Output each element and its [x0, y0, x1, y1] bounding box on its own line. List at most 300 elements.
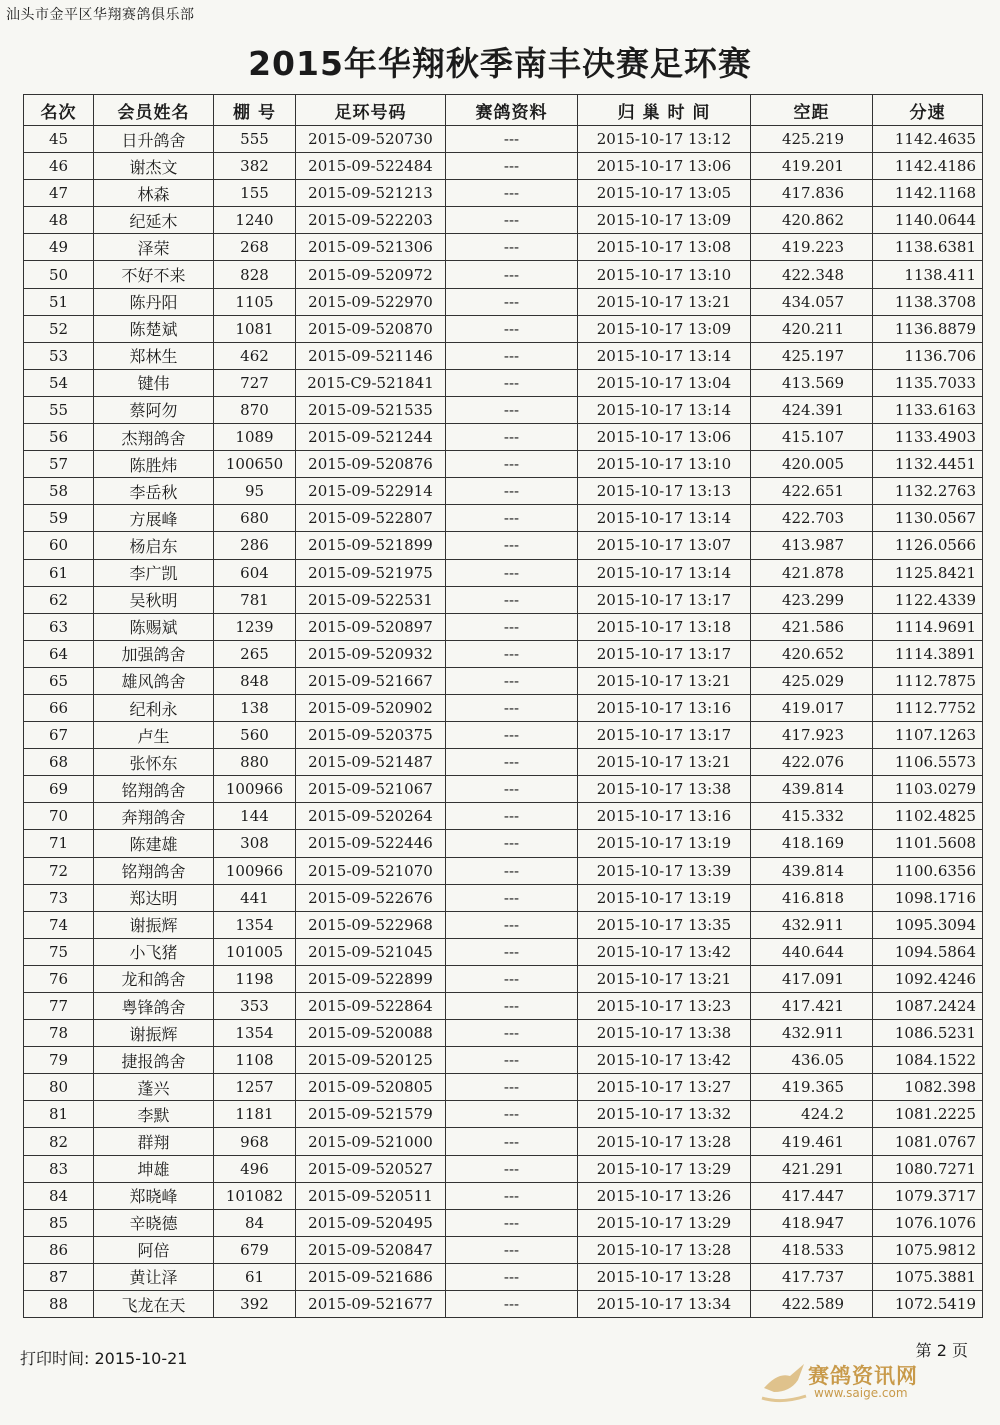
pigeon-info-cell: --- [446, 1128, 578, 1155]
rank-cell: 58 [24, 478, 94, 505]
rank-cell: 72 [24, 857, 94, 884]
arrival-time-cell: 2015-10-17 13:39 [578, 857, 751, 884]
table-row [24, 586, 983, 613]
loft-number-cell: 265 [214, 640, 296, 667]
pigeon-info-cell: --- [446, 993, 578, 1020]
arrival-time-cell: 2015-10-17 13:28 [578, 1263, 751, 1290]
table-row [24, 1209, 983, 1236]
distance-cell: 422.076 [751, 749, 873, 776]
ring-number-cell: 2015-09-520932 [296, 640, 446, 667]
ring-number-cell: 2015-09-521306 [296, 234, 446, 261]
distance-cell: 415.107 [751, 424, 873, 451]
ring-number-cell: 2015-09-521975 [296, 559, 446, 586]
table-row [24, 613, 983, 640]
loft-number-cell: 95 [214, 478, 296, 505]
member-name-cell: 蓬兴 [94, 1074, 214, 1101]
member-name-cell: 陈丹阳 [94, 288, 214, 315]
member-name-cell: 陈胜炜 [94, 451, 214, 478]
speed-cell: 1122.4339 [873, 586, 983, 613]
distance-cell: 420.005 [751, 451, 873, 478]
arrival-time-cell: 2015-10-17 13:42 [578, 938, 751, 965]
ring-number-cell: 2015-09-521146 [296, 342, 446, 369]
table-row [24, 1047, 983, 1074]
member-name-cell: 方展峰 [94, 505, 214, 532]
watermark [760, 1358, 960, 1408]
ring-number-cell: 2015-09-521579 [296, 1101, 446, 1128]
loft-number-cell: 679 [214, 1236, 296, 1263]
ring-number-cell: 2015-09-521000 [296, 1128, 446, 1155]
member-name-cell: 键伟 [94, 369, 214, 396]
loft-number-cell: 61 [214, 1263, 296, 1290]
pigeon-info-cell: --- [446, 369, 578, 396]
distance-cell: 424.2 [751, 1101, 873, 1128]
arrival-time-cell: 2015-10-17 13:12 [578, 126, 751, 153]
loft-number-cell: 727 [214, 369, 296, 396]
distance-cell: 418.169 [751, 830, 873, 857]
table-row [24, 505, 983, 532]
distance-cell: 420.211 [751, 315, 873, 342]
speed-cell: 1107.1263 [873, 722, 983, 749]
distance-cell: 422.651 [751, 478, 873, 505]
member-name-cell: 杰翔鸽舍 [94, 424, 214, 451]
loft-number-cell: 101082 [214, 1182, 296, 1209]
table-row [24, 965, 983, 992]
loft-number-cell: 100966 [214, 857, 296, 884]
table-row [24, 1101, 983, 1128]
arrival-time-cell: 2015-10-17 13:23 [578, 993, 751, 1020]
speed-cell: 1072.5419 [873, 1291, 983, 1318]
arrival-time-cell: 2015-10-17 13:21 [578, 667, 751, 694]
member-name-cell: 坤雄 [94, 1155, 214, 1182]
table-row [24, 126, 983, 153]
member-name-cell: 铭翔鸽舍 [94, 776, 214, 803]
pigeon-info-cell: --- [446, 1047, 578, 1074]
arrival-time-cell: 2015-10-17 13:32 [578, 1101, 751, 1128]
arrival-time-cell: 2015-10-17 13:10 [578, 261, 751, 288]
member-name-cell: 粤锋鸽舍 [94, 993, 214, 1020]
pigeon-info-cell: --- [446, 1101, 578, 1128]
pigeon-info-cell: --- [446, 776, 578, 803]
member-name-cell: 铭翔鸽舍 [94, 857, 214, 884]
pigeon-logo-icon [760, 1358, 810, 1406]
arrival-time-cell: 2015-10-17 13:09 [578, 315, 751, 342]
arrival-time-cell: 2015-10-17 13:34 [578, 1291, 751, 1318]
arrival-time-cell: 2015-10-17 13:19 [578, 884, 751, 911]
distance-cell: 425.197 [751, 342, 873, 369]
loft-number-cell: 1198 [214, 965, 296, 992]
arrival-time-cell: 2015-10-17 13:04 [578, 369, 751, 396]
pigeon-info-cell: --- [446, 315, 578, 342]
speed-cell: 1092.4246 [873, 965, 983, 992]
rank-cell: 48 [24, 207, 94, 234]
pigeon-info-cell: --- [446, 559, 578, 586]
speed-cell: 1138.3708 [873, 288, 983, 315]
speed-cell: 1079.3717 [873, 1182, 983, 1209]
table-row [24, 776, 983, 803]
loft-number-cell: 286 [214, 532, 296, 559]
rank-cell: 50 [24, 261, 94, 288]
speed-cell: 1132.2763 [873, 478, 983, 505]
pigeon-info-cell: --- [446, 424, 578, 451]
table-row [24, 857, 983, 884]
arrival-time-cell: 2015-10-17 13:13 [578, 478, 751, 505]
arrival-time-cell: 2015-10-17 13:14 [578, 559, 751, 586]
table-row [24, 478, 983, 505]
header-arrival-time: 归 巢 时 间 [578, 95, 751, 126]
loft-number-cell: 441 [214, 884, 296, 911]
ring-number-cell: 2015-09-520088 [296, 1020, 446, 1047]
table-row [24, 993, 983, 1020]
speed-cell: 1142.4635 [873, 126, 983, 153]
loft-number-cell: 1089 [214, 424, 296, 451]
ring-number-cell: 2015-09-520847 [296, 1236, 446, 1263]
ring-number-cell: 2015-09-522807 [296, 505, 446, 532]
pigeon-info-cell: --- [446, 342, 578, 369]
speed-cell: 1102.4825 [873, 803, 983, 830]
arrival-time-cell: 2015-10-17 13:06 [578, 153, 751, 180]
arrival-time-cell: 2015-10-17 13:27 [578, 1074, 751, 1101]
speed-cell: 1081.2225 [873, 1101, 983, 1128]
arrival-time-cell: 2015-10-17 13:18 [578, 613, 751, 640]
ring-number-cell: 2015-09-520897 [296, 613, 446, 640]
rank-cell: 54 [24, 369, 94, 396]
arrival-time-cell: 2015-10-17 13:17 [578, 640, 751, 667]
rank-cell: 63 [24, 613, 94, 640]
speed-cell: 1098.1716 [873, 884, 983, 911]
member-name-cell: 奔翔鸽舍 [94, 803, 214, 830]
member-name-cell: 蔡阿勿 [94, 396, 214, 423]
loft-number-cell: 100650 [214, 451, 296, 478]
ring-number-cell: 2015-09-521244 [296, 424, 446, 451]
distance-cell: 417.447 [751, 1182, 873, 1209]
speed-cell: 1084.1522 [873, 1047, 983, 1074]
loft-number-cell: 1257 [214, 1074, 296, 1101]
arrival-time-cell: 2015-10-17 13:28 [578, 1128, 751, 1155]
table-row [24, 234, 983, 261]
table-row [24, 288, 983, 315]
member-name-cell: 不好不来 [94, 261, 214, 288]
member-name-cell: 卢生 [94, 722, 214, 749]
header-loft-number: 棚 号 [214, 95, 296, 126]
ring-number-cell: 2015-09-521677 [296, 1291, 446, 1318]
distance-cell: 419.223 [751, 234, 873, 261]
rank-cell: 51 [24, 288, 94, 315]
ring-number-cell: 2015-09-522899 [296, 965, 446, 992]
loft-number-cell: 1108 [214, 1047, 296, 1074]
loft-number-cell: 1239 [214, 613, 296, 640]
distance-cell: 432.911 [751, 1020, 873, 1047]
loft-number-cell: 308 [214, 830, 296, 857]
table-body [24, 126, 983, 1318]
rank-cell: 71 [24, 830, 94, 857]
loft-number-cell: 680 [214, 505, 296, 532]
speed-cell: 1094.5864 [873, 938, 983, 965]
ring-number-cell: 2015-09-522676 [296, 884, 446, 911]
speed-cell: 1075.3881 [873, 1263, 983, 1290]
member-name-cell: 杨启东 [94, 532, 214, 559]
rank-cell: 69 [24, 776, 94, 803]
loft-number-cell: 968 [214, 1128, 296, 1155]
ring-number-cell: 2015-09-522864 [296, 993, 446, 1020]
table-row [24, 667, 983, 694]
arrival-time-cell: 2015-10-17 13:21 [578, 288, 751, 315]
distance-cell: 440.644 [751, 938, 873, 965]
ring-number-cell: 2015-09-522484 [296, 153, 446, 180]
pigeon-info-cell: --- [446, 667, 578, 694]
loft-number-cell: 1181 [214, 1101, 296, 1128]
rank-cell: 55 [24, 396, 94, 423]
distance-cell: 422.703 [751, 505, 873, 532]
table-row [24, 180, 983, 207]
member-name-cell: 阿倍 [94, 1236, 214, 1263]
distance-cell: 439.814 [751, 857, 873, 884]
distance-cell: 418.947 [751, 1209, 873, 1236]
pigeon-info-cell: --- [446, 532, 578, 559]
distance-cell: 424.391 [751, 396, 873, 423]
pigeon-info-cell: --- [446, 803, 578, 830]
distance-cell: 425.219 [751, 126, 873, 153]
organization-name: 汕头市金平区华翔赛鸽俱乐部 [6, 7, 195, 23]
loft-number-cell: 144 [214, 803, 296, 830]
table-row [24, 1291, 983, 1318]
distance-cell: 415.332 [751, 803, 873, 830]
rank-cell: 53 [24, 342, 94, 369]
rank-cell: 49 [24, 234, 94, 261]
header-pigeon-info: 赛鸽资料 [446, 95, 578, 126]
speed-cell: 1136.8879 [873, 315, 983, 342]
table-row [24, 803, 983, 830]
member-name-cell: 黄让泽 [94, 1263, 214, 1290]
loft-number-cell: 268 [214, 234, 296, 261]
rank-cell: 45 [24, 126, 94, 153]
loft-number-cell: 870 [214, 396, 296, 423]
loft-number-cell: 353 [214, 993, 296, 1020]
table-row [24, 911, 983, 938]
distance-cell: 423.299 [751, 586, 873, 613]
rank-cell: 59 [24, 505, 94, 532]
pigeon-info-cell: --- [446, 1020, 578, 1047]
ring-number-cell: 2015-09-520264 [296, 803, 446, 830]
pigeon-info-cell: --- [446, 1236, 578, 1263]
rank-cell: 76 [24, 965, 94, 992]
member-name-cell: 加强鸽舍 [94, 640, 214, 667]
rank-cell: 52 [24, 315, 94, 342]
distance-cell: 420.862 [751, 207, 873, 234]
speed-cell: 1133.4903 [873, 424, 983, 451]
ring-number-cell: 2015-09-521070 [296, 857, 446, 884]
distance-cell: 421.586 [751, 613, 873, 640]
distance-cell: 422.348 [751, 261, 873, 288]
rank-cell: 81 [24, 1101, 94, 1128]
speed-cell: 1126.0566 [873, 532, 983, 559]
member-name-cell: 泽荣 [94, 234, 214, 261]
speed-cell: 1133.6163 [873, 396, 983, 423]
table-row [24, 1074, 983, 1101]
distance-cell: 417.737 [751, 1263, 873, 1290]
pigeon-info-cell: --- [446, 640, 578, 667]
ring-number-cell: 2015-09-521535 [296, 396, 446, 423]
ring-number-cell: 2015-09-520870 [296, 315, 446, 342]
speed-cell: 1075.9812 [873, 1236, 983, 1263]
distance-cell: 413.569 [751, 369, 873, 396]
arrival-time-cell: 2015-10-17 13:07 [578, 532, 751, 559]
speed-cell: 1135.7033 [873, 369, 983, 396]
table-row [24, 153, 983, 180]
pigeon-info-cell: --- [446, 505, 578, 532]
arrival-time-cell: 2015-10-17 13:38 [578, 776, 751, 803]
header-rank: 名次 [24, 95, 94, 126]
rank-cell: 83 [24, 1155, 94, 1182]
loft-number-cell: 84 [214, 1209, 296, 1236]
pigeon-info-cell: --- [446, 965, 578, 992]
pigeon-info-cell: --- [446, 613, 578, 640]
distance-cell: 439.814 [751, 776, 873, 803]
table-row [24, 722, 983, 749]
pigeon-info-cell: --- [446, 884, 578, 911]
ring-number-cell: 2015-09-520511 [296, 1182, 446, 1209]
member-name-cell: 李岳秋 [94, 478, 214, 505]
arrival-time-cell: 2015-10-17 13:08 [578, 234, 751, 261]
speed-cell: 1125.8421 [873, 559, 983, 586]
distance-cell: 419.365 [751, 1074, 873, 1101]
table-header-row [24, 95, 983, 126]
member-name-cell: 飞龙在天 [94, 1291, 214, 1318]
loft-number-cell: 101005 [214, 938, 296, 965]
arrival-time-cell: 2015-10-17 13:14 [578, 396, 751, 423]
distance-cell: 434.057 [751, 288, 873, 315]
table-row [24, 261, 983, 288]
ring-number-cell: 2015-09-521899 [296, 532, 446, 559]
ring-number-cell: 2015-09-520375 [296, 722, 446, 749]
loft-number-cell: 560 [214, 722, 296, 749]
pigeon-info-cell: --- [446, 478, 578, 505]
speed-cell: 1106.5573 [873, 749, 983, 776]
distance-cell: 419.201 [751, 153, 873, 180]
ring-number-cell: 2015-09-520125 [296, 1047, 446, 1074]
loft-number-cell: 1105 [214, 288, 296, 315]
table-row [24, 884, 983, 911]
speed-cell: 1112.7752 [873, 694, 983, 721]
pigeon-info-cell: --- [446, 694, 578, 721]
ring-number-cell: 2015-09-522203 [296, 207, 446, 234]
speed-cell: 1081.0767 [873, 1128, 983, 1155]
distance-cell: 417.091 [751, 965, 873, 992]
arrival-time-cell: 2015-10-17 13:38 [578, 1020, 751, 1047]
member-name-cell: 群翔 [94, 1128, 214, 1155]
header-distance: 空距 [751, 95, 873, 126]
rank-cell: 87 [24, 1263, 94, 1290]
arrival-time-cell: 2015-10-17 13:35 [578, 911, 751, 938]
arrival-time-cell: 2015-10-17 13:16 [578, 803, 751, 830]
speed-cell: 1140.0644 [873, 207, 983, 234]
table-row [24, 1236, 983, 1263]
pigeon-info-cell: --- [446, 126, 578, 153]
loft-number-cell: 155 [214, 180, 296, 207]
table-row [24, 424, 983, 451]
rank-cell: 61 [24, 559, 94, 586]
pigeon-info-cell: --- [446, 722, 578, 749]
loft-number-cell: 828 [214, 261, 296, 288]
member-name-cell: 谢振辉 [94, 911, 214, 938]
rank-cell: 77 [24, 993, 94, 1020]
rank-cell: 68 [24, 749, 94, 776]
arrival-time-cell: 2015-10-17 13:29 [578, 1209, 751, 1236]
rank-cell: 70 [24, 803, 94, 830]
pigeon-info-cell: --- [446, 234, 578, 261]
ring-number-cell: 2015-09-521045 [296, 938, 446, 965]
rank-cell: 86 [24, 1236, 94, 1263]
loft-number-cell: 496 [214, 1155, 296, 1182]
table-row [24, 369, 983, 396]
pigeon-info-cell: --- [446, 586, 578, 613]
watermark-url: www.saige.com [814, 1386, 908, 1400]
loft-number-cell: 392 [214, 1291, 296, 1318]
table-row [24, 315, 983, 342]
distance-cell: 413.987 [751, 532, 873, 559]
table-row [24, 640, 983, 667]
pigeon-info-cell: --- [446, 830, 578, 857]
speed-cell: 1142.4186 [873, 153, 983, 180]
rank-cell: 80 [24, 1074, 94, 1101]
member-name-cell: 谢杰文 [94, 153, 214, 180]
table-row [24, 559, 983, 586]
distance-cell: 425.029 [751, 667, 873, 694]
arrival-time-cell: 2015-10-17 13:09 [578, 207, 751, 234]
pigeon-info-cell: --- [446, 911, 578, 938]
member-name-cell: 纪利永 [94, 694, 214, 721]
arrival-time-cell: 2015-10-17 13:16 [578, 694, 751, 721]
ring-number-cell: 2015-09-520805 [296, 1074, 446, 1101]
member-name-cell: 纪延木 [94, 207, 214, 234]
rank-cell: 57 [24, 451, 94, 478]
arrival-time-cell: 2015-10-17 13:14 [578, 342, 751, 369]
results-table [23, 94, 983, 1318]
pigeon-info-cell: --- [446, 153, 578, 180]
arrival-time-cell: 2015-10-17 13:28 [578, 1236, 751, 1263]
pigeon-info-cell: --- [446, 1074, 578, 1101]
speed-cell: 1095.3094 [873, 911, 983, 938]
arrival-time-cell: 2015-10-17 13:26 [578, 1182, 751, 1209]
watermark-text: 赛鸽资讯网 [808, 1364, 918, 1388]
speed-cell: 1087.2424 [873, 993, 983, 1020]
speed-cell: 1080.7271 [873, 1155, 983, 1182]
member-name-cell: 郑达明 [94, 884, 214, 911]
table-row [24, 694, 983, 721]
header-speed: 分速 [873, 95, 983, 126]
speed-cell: 1086.5231 [873, 1020, 983, 1047]
loft-number-cell: 1240 [214, 207, 296, 234]
arrival-time-cell: 2015-10-17 13:29 [578, 1155, 751, 1182]
arrival-time-cell: 2015-10-17 13:17 [578, 722, 751, 749]
ring-number-cell: 2015-09-522968 [296, 911, 446, 938]
loft-number-cell: 604 [214, 559, 296, 586]
rank-cell: 64 [24, 640, 94, 667]
ring-number-cell: 2015-09-520527 [296, 1155, 446, 1182]
arrival-time-cell: 2015-10-17 13:14 [578, 505, 751, 532]
table-row [24, 451, 983, 478]
pigeon-info-cell: --- [446, 938, 578, 965]
loft-number-cell: 100966 [214, 776, 296, 803]
rank-cell: 79 [24, 1047, 94, 1074]
speed-cell: 1100.6356 [873, 857, 983, 884]
rank-cell: 73 [24, 884, 94, 911]
distance-cell: 436.05 [751, 1047, 873, 1074]
pigeon-info-cell: --- [446, 749, 578, 776]
loft-number-cell: 880 [214, 749, 296, 776]
table-row [24, 749, 983, 776]
distance-cell: 421.878 [751, 559, 873, 586]
speed-cell: 1112.7875 [873, 667, 983, 694]
